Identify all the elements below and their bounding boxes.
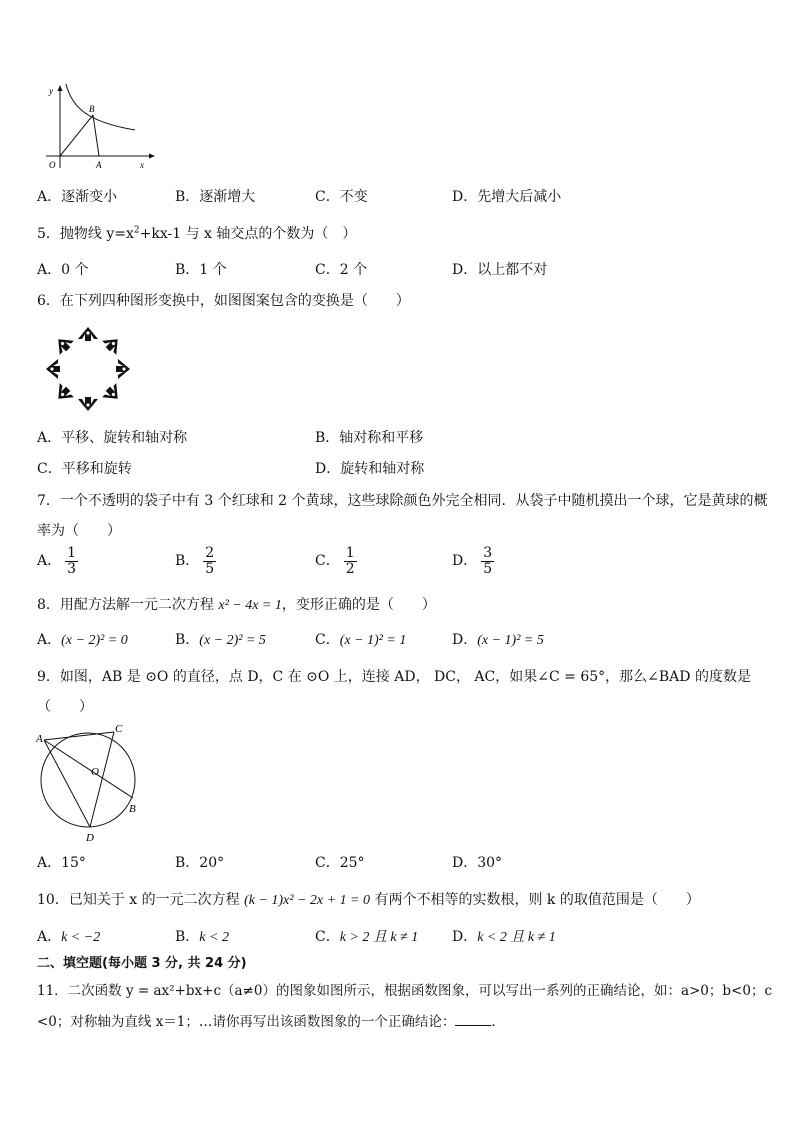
label-o: O <box>91 766 99 778</box>
q7-option-b: B． $\frac{2}{5}$ <box>175 545 215 577</box>
q5-option-d: D．以上都不对 <box>452 262 548 278</box>
q7-option-d: D． $\frac{3}{5}$ <box>452 545 493 577</box>
q6-stem: 6．在下列四种图形变换中，如图图案包含的变换是（ ） <box>37 293 410 309</box>
graph-label-y: y <box>49 86 53 96</box>
rotation-pattern-figure <box>38 322 138 416</box>
q5-option-c: C．2 个 <box>315 262 368 278</box>
graph-label-x: x <box>140 160 144 170</box>
label-a: A <box>36 733 43 745</box>
q8-option-c: C．(x − 1)² = 1 <box>315 632 407 648</box>
q8-option-a: A．(x − 2)² = 0 <box>37 632 128 648</box>
q4-option-b: B．逐渐增大 <box>175 189 256 205</box>
q8-stem: 8．用配方法解一元二次方程 x² − 4x = 1，变形正确的是（ ） <box>37 597 436 613</box>
hyperbola-graph <box>40 82 158 174</box>
q7-option-a: A． $\frac{1}{3}$ <box>37 545 77 577</box>
q6-option-c: C．平移和旋转 <box>37 461 132 477</box>
q9-option-d: D．30° <box>452 855 503 871</box>
q9-stem: 9．如图，AB 是 ⊙O 的直径，点 D，C 在 ⊙O 上，连接 AD， DC， AC，如果∠C = 65°，那么∠BAD 的度数是 <box>37 669 751 685</box>
label-d: D <box>86 832 94 844</box>
section-title: 二、填空题(每小题 3 分, 共 24 分) <box>37 956 247 971</box>
graph-label-o: O <box>49 160 56 170</box>
q6-option-d: D．旋转和轴对称 <box>315 461 425 477</box>
q10-option-a: A．k < −2 <box>37 929 101 945</box>
q7-stem-line1: 7．一个不透明的袋子中有 3 个红球和 2 个黄球，这些球除颜色外完全相同．从袋子中随机摸出一个球，它是黄球的概 <box>37 493 768 509</box>
q6-option-a: A．平移、旋转和轴对称 <box>37 430 188 446</box>
pattern-motif <box>101 332 125 356</box>
label-c: C <box>115 723 123 735</box>
q8-option-d: D．(x − 1)² = 5 <box>452 632 544 648</box>
q10-option-c: C．k > 2 且 k ≠ 1 <box>315 929 419 945</box>
pattern-motif <box>101 382 125 406</box>
q11-stem-line2: <0；对称轴为直线 x＝1；…请你再写出该函数图象的一个正确结论： ． <box>37 1014 505 1030</box>
graph-label-a: A <box>96 160 102 170</box>
pattern-motif <box>51 332 75 356</box>
q4-option-d: D．先增大后减小 <box>452 189 562 205</box>
pattern-motif <box>78 327 98 341</box>
q11-stem-line1: 11．二次函数 y = ax²+bx+c（a≠0）的图象如图所示，根据函数图象，可以写出一系列的正确结论，如：a>0；b<0；c <box>37 983 773 999</box>
q4-option-a: A．逐渐变小 <box>37 189 118 205</box>
q9-option-c: C．25° <box>315 855 365 871</box>
q10-stem: 10．已知关于 x 的一元二次方程 (k − 1)x² − 2x + 1 = 0 有两个不相等的实数根，则 k 的取值范围是（ ） <box>37 892 700 908</box>
q5-option-b: B．1 个 <box>175 262 227 278</box>
q9-option-b: B．20° <box>175 855 225 871</box>
q10-option-d: D．k < 2 且 k ≠ 1 <box>452 929 556 945</box>
q9-paren: （ ） <box>37 699 93 715</box>
pattern-motif <box>46 359 60 379</box>
q8-option-b: B．(x − 2)² = 5 <box>175 632 266 648</box>
q9-option-a: A．15° <box>37 855 86 871</box>
q5-stem: 5．抛物线 $y=x^2+kx-1$ 与 x 轴交点的个数为（ ） <box>37 225 357 242</box>
graph-label-b: B <box>89 104 95 114</box>
label-b: B <box>129 803 136 815</box>
pattern-motif <box>51 382 75 406</box>
q10-option-b: B．k < 2 <box>175 929 229 945</box>
circle-geometry-figure <box>34 720 146 846</box>
q5-option-a: A．0 个 <box>37 262 89 278</box>
q7-stem-line2: 率为（ ） <box>37 523 121 539</box>
q7-option-c: C． $\frac{1}{2}$ <box>315 545 355 577</box>
pattern-motif <box>116 359 130 379</box>
answer-blank[interactable] <box>455 1025 491 1026</box>
pattern-motif <box>78 397 98 411</box>
q6-option-b: B．轴对称和平移 <box>315 430 424 446</box>
q4-option-c: C．不变 <box>315 189 368 205</box>
